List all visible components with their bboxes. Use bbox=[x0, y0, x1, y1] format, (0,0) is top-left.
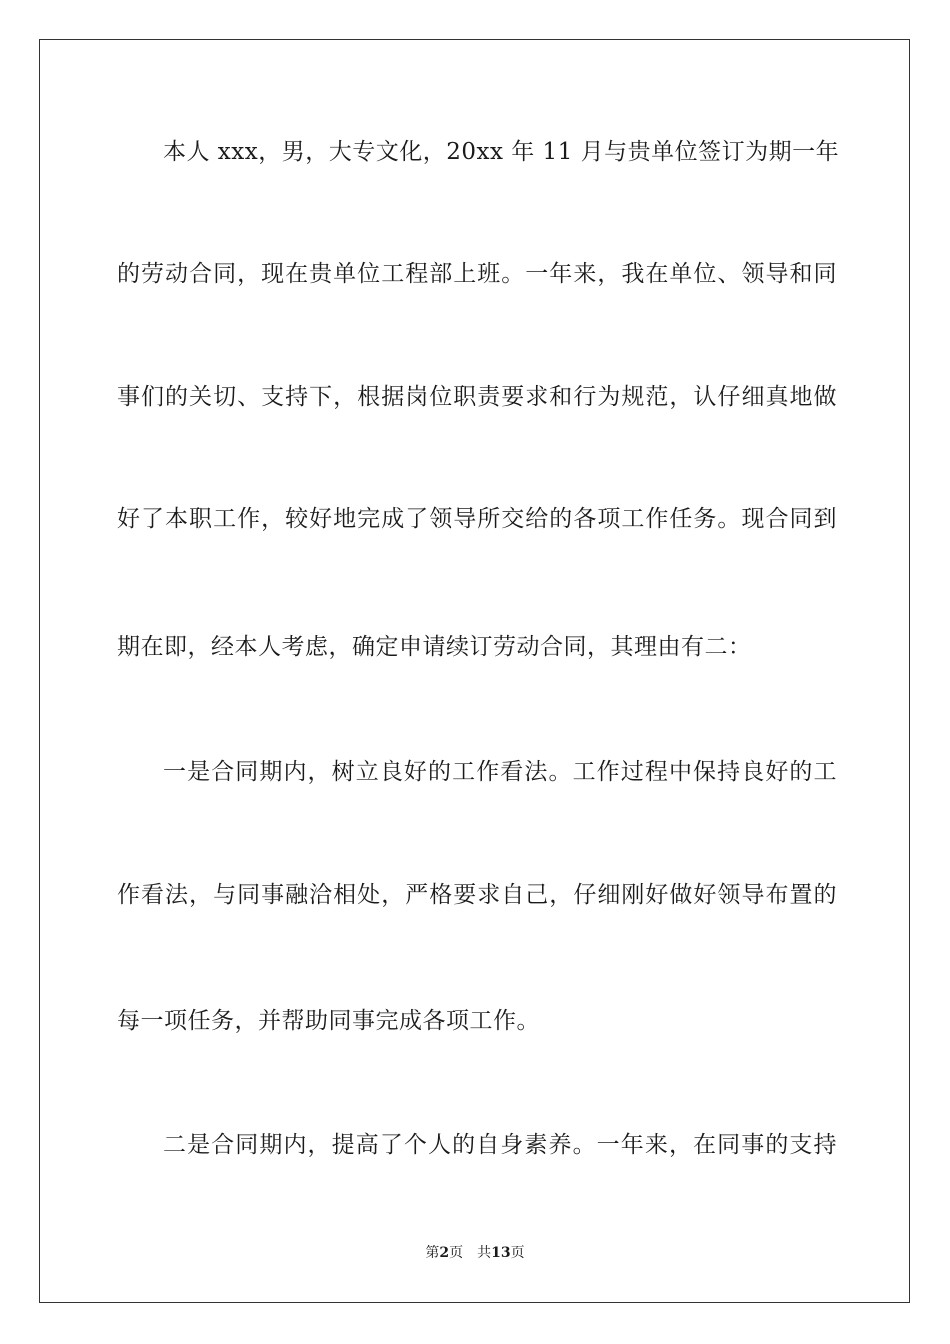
page-number bbox=[425, 1243, 463, 1263]
text-line-6: 一是合同期内，树立良好的工作看法。工作过程中保持良好的工 bbox=[163, 759, 837, 785]
text-line-9: 二是合同期内，提高了个人的自身素养。一年来，在同事的支持 bbox=[163, 1132, 837, 1158]
page-prefix: 第 bbox=[425, 1245, 440, 1261]
text-line-2: 的劳动合同，现在贵单位工程部上班。一年来，我在单位、领导和同 bbox=[117, 261, 837, 287]
total-suffix: 页 bbox=[510, 1245, 525, 1261]
total-pages: 13 bbox=[491, 1245, 511, 1261]
text-line-5: 期在即，经本人考虑，确定申请续订劳动合同，其理由有二： bbox=[117, 634, 752, 660]
page-total bbox=[477, 1243, 524, 1263]
current-page: 2 bbox=[439, 1245, 450, 1261]
page-footer bbox=[0, 1243, 950, 1263]
text-line-7: 作看法，与同事融洽相处，严格要求自己，仔细刚好做好领导布置的 bbox=[117, 882, 837, 908]
total-prefix: 共 bbox=[477, 1245, 492, 1261]
page-border bbox=[39, 39, 910, 1303]
text-line-8: 每一项任务，并帮助同事完成各项工作。 bbox=[117, 1008, 540, 1034]
page-suffix: 页 bbox=[449, 1245, 464, 1261]
text-line-3: 事们的关切、支持下，根据岗位职责要求和行为规范，认仔细真地做 bbox=[117, 384, 837, 410]
text-line-4: 好了本职工作，较好地完成了领导所交给的各项工作任务。现合同到 bbox=[117, 506, 837, 532]
text-line-1: 本人 xxx，男，大专文化，20xx 年 11 月与贵单位签订为期一年 bbox=[163, 139, 840, 165]
